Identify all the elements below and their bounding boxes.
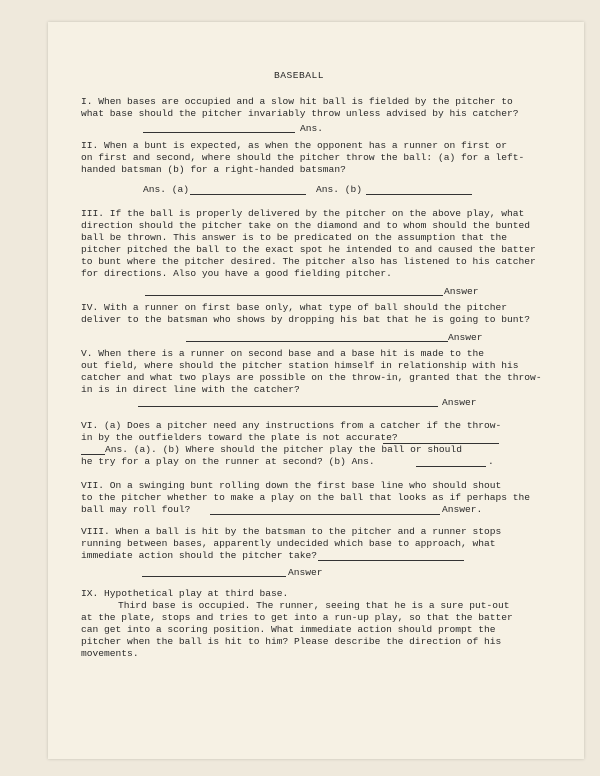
question-7-line-1: VII. On a swinging bunt rolling down the first base line who should shout [81,480,502,491]
question-2-line-1: II. When a bunt is expected, as when the opponent has a runner on first or [81,140,508,151]
answer-line-8-b[interactable] [142,576,286,577]
question-9-line-5: pitcher when the ball is hit to him? Please describe the direction of his [81,636,502,647]
question-6-line-4: he try for a play on the runner at second? (b) Ans. [81,456,375,467]
question-7-line-3: ball may roll foul? [81,504,191,515]
question-5-line-1: V. When there is a runner on second base and a base hit is made to the [81,348,485,359]
question-7-line-2: to the pitcher whether to make a play on the ball that looks as if perhaps the [81,492,531,503]
answer-2b-label: Ans. (b) [316,184,363,195]
answer-3-label: Answer [444,286,479,297]
answer-line-8-a[interactable] [318,560,464,561]
question-8-line-1: VIII. When a ball is hit by the batsman to the pitcher and a runner stops [81,526,502,537]
answer-line-2a[interactable] [190,194,306,195]
question-9-line-6: movements. [81,648,139,659]
question-5-line-3: catcher and what two plays are possible on the throw-in, granted that the throw- [81,372,542,383]
question-8-line-3: immediate action should the pitcher take? [81,550,318,561]
answer-line-4[interactable] [186,341,448,342]
answer-line-6b[interactable] [416,466,486,467]
question-2-line-2: on first and second, where should the pitcher throw the ball: (a) for a left- [81,152,525,163]
question-4-line-2: deliver to the batsman who shows by dropping his bat that he is going to bunt? [81,314,531,325]
answer-line-5[interactable] [138,406,438,407]
question-9-line-3: at the plate, stops and tries to get into a run-up play, so that the batter [81,612,513,623]
question-9-line-4: can get into a scoring position. What immediate action should prompt the [81,624,496,635]
question-3-line-6: for directions. Also you have a good fielding pitcher. [81,268,392,279]
question-6-line-3: Ans. (a). (b) Where should the pitcher play the ball or should [105,444,462,455]
question-4-line-1: IV. With a runner on first base only, what type of ball should the pitcher [81,302,508,313]
question-5-line-4: in is in direct line with the catcher? [81,384,300,395]
answer-line-2b[interactable] [366,194,472,195]
question-2-line-3: handed batsman (b) for a right-handed batsman? [81,164,346,175]
question-9-line-1: IX. Hypothetical play at third base. [81,588,289,599]
question-3-line-4: pitcher pitched the ball to the exact spot he intended to and caused the batter [81,244,536,255]
question-3-line-1: III. If the ball is properly delivered by the pitcher on the above play, what [81,208,525,219]
question-6-line-2: in by the outfielders toward the plate is not accurate? [81,432,398,443]
period-mark: . [488,456,494,467]
question-5-line-2: out field, where should the pitcher station himself in relationship with his [81,360,519,371]
question-6-line-1: VI. (a) Does a pitcher need any instructions from a catcher if the throw- [81,420,502,431]
question-1-line-1: I. When bases are occupied and a slow hit ball is fielded by the pitcher to [81,96,513,107]
answer-line-7[interactable] [210,514,440,515]
answer-4-label: Answer [448,332,483,343]
answer-2a-label: Ans. (a) [143,184,190,195]
answer-line-1[interactable] [143,132,295,133]
answer-line-6a[interactable] [81,454,105,455]
answer-line-3[interactable] [145,295,443,296]
question-3-line-2: direction should the pitcher take on the diamond and to whom should the bunted [81,220,531,231]
question-8-line-2: running between bases, apparently undecided which base to approach, what [81,538,496,549]
page-title: BASEBALL [274,70,325,81]
answer-5-label: Answer [442,397,477,408]
answer-7-label: Answer. [442,504,483,515]
answer-8-label: Answer [288,567,323,578]
document-page [48,22,584,759]
question-9-line-2: Third base is occupied. The runner, seeing that he is a sure put-out [118,600,510,611]
question-3-line-5: to bunt where the pitcher desired. The pitcher also has listened to his catcher [81,256,536,267]
answer-1-label: Ans. [300,123,324,134]
question-3-line-3: ball be thrown. This answer is to be predicated on the assumption that the [81,232,508,243]
question-1-line-2: what base should the pitcher invariably throw unless advised by his catcher? [81,108,519,119]
